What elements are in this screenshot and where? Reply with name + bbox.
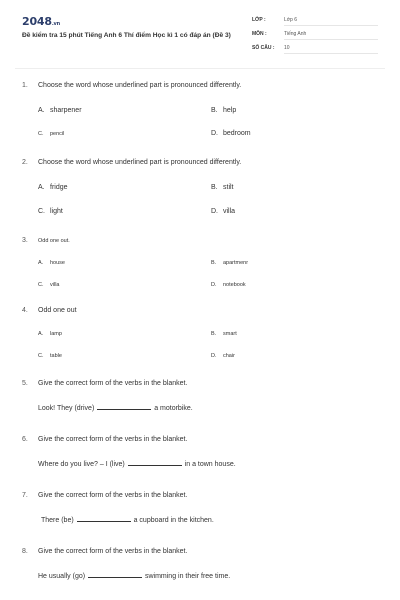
mon-label: MÔN :: [252, 31, 267, 37]
answer-blank[interactable]: [88, 571, 142, 578]
option-b[interactable]: B. stilt: [211, 184, 234, 191]
option-a[interactable]: A. fridge: [38, 184, 68, 191]
option-d[interactable]: D. villa: [211, 208, 236, 215]
page-title: Đề kiểm tra 15 phút Tiếng Anh 6 Thí điểm Học kì 1 có đáp án (Đề 3): [22, 32, 231, 39]
answer-blank[interactable]: [97, 403, 151, 410]
question-text: Choose the word whose underlined part is pronounced differently.: [38, 159, 242, 166]
option-d[interactable]: D. bedroom: [211, 130, 251, 137]
lop-value: Lớp 6: [284, 17, 378, 26]
header: [0, 0, 400, 64]
option-c[interactable]: C. table: [38, 353, 62, 359]
mon-value: Tiếng Anh: [284, 31, 378, 40]
question-text: Choose the word whose underlined part is pronounced differently.: [38, 82, 242, 89]
header-divider: [15, 68, 385, 69]
lop-label: LỚP :: [252, 17, 266, 23]
option-a[interactable]: A. house: [38, 260, 65, 266]
option-c[interactable]: C. light: [38, 208, 63, 215]
question-number: 5.: [22, 380, 28, 387]
option-d[interactable]: D. chair: [211, 353, 235, 359]
question-number: 4.: [22, 307, 28, 314]
question-text: Odd one out: [38, 307, 77, 314]
fill-sentence: He usually (go) swimming in their free time.: [38, 573, 231, 580]
question-number: 2.: [22, 159, 28, 166]
question-number: 7.: [22, 492, 28, 499]
answer-blank[interactable]: [128, 459, 182, 466]
question-number: 8.: [22, 548, 28, 555]
question-number: 6.: [22, 436, 28, 443]
fill-sentence: Look! They (drive) a motorbike.: [38, 405, 193, 412]
fill-sentence: There (be) a cupboard in the kitchen.: [41, 517, 214, 524]
fill-sentence: Where do you live? – I (live) in a town house.: [38, 461, 236, 468]
question-number: 1.: [22, 82, 28, 89]
option-b[interactable]: B. apartmenr: [211, 260, 249, 266]
question-text: Odd one out.: [38, 238, 70, 244]
logo[interactable]: 2048.vn: [22, 15, 60, 28]
option-b[interactable]: B. help: [211, 107, 237, 114]
question-text: Give the correct form of the verbs in the blanket.: [38, 380, 188, 387]
question-number: 3.: [22, 237, 28, 244]
socau-value: 10: [284, 45, 378, 54]
option-a[interactable]: A. sharpener: [38, 107, 82, 114]
answer-blank[interactable]: [77, 515, 131, 522]
option-d[interactable]: D. notebook: [211, 282, 246, 288]
socau-label: SỐ CÂU :: [252, 45, 275, 51]
question-text: Give the correct form of the verbs in the blanket.: [38, 548, 188, 555]
option-a[interactable]: A. lamp: [38, 331, 62, 337]
option-c[interactable]: C. villa: [38, 282, 60, 288]
question-text: Give the correct form of the verbs in the blanket.: [38, 436, 188, 443]
question-text: Give the correct form of the verbs in the blanket.: [38, 492, 188, 499]
option-b[interactable]: B. smart: [211, 331, 237, 337]
option-c[interactable]: C. pencil: [38, 131, 65, 137]
